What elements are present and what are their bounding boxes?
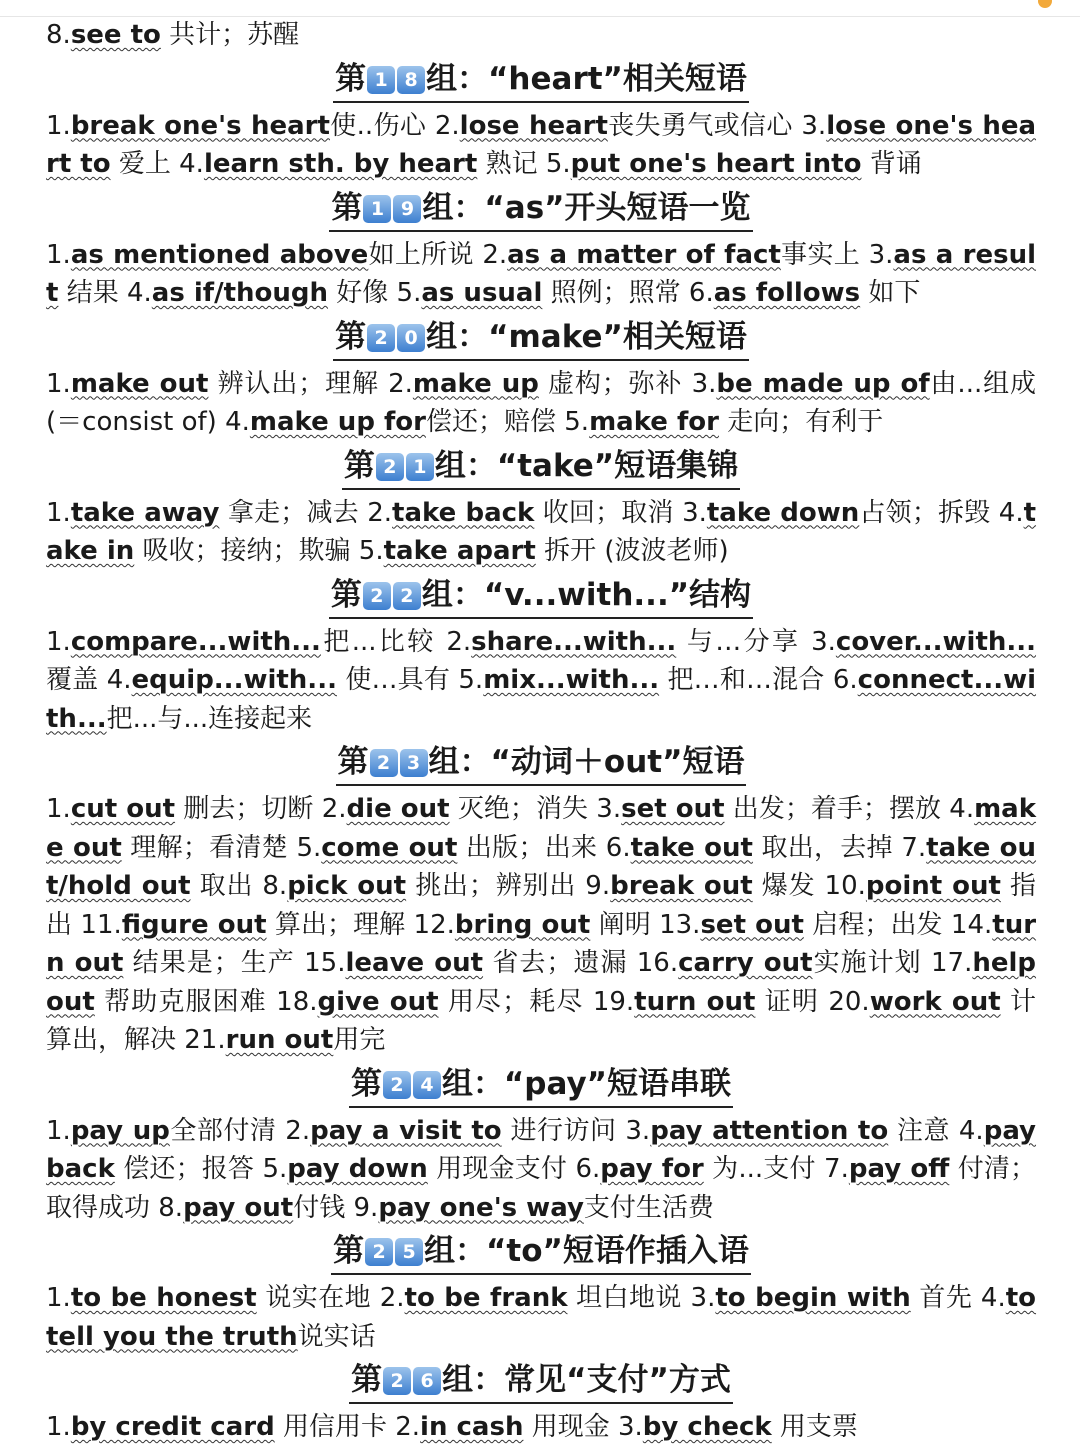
meaning: 进行访问 <box>501 1115 626 1146</box>
item-number: 1. <box>46 626 71 657</box>
item-number: 8. <box>46 20 71 50</box>
item-number: 1. <box>46 497 71 528</box>
phrase: put one's heart into <box>570 149 862 179</box>
item-number: 10. <box>824 871 866 901</box>
meaning: 拿走；减去 <box>219 497 368 528</box>
phrase-group <box>46 1062 1036 1228</box>
phrase: cut out <box>70 794 176 824</box>
meaning: 好像 <box>328 278 397 308</box>
phrase: pay attention to <box>650 1115 889 1146</box>
item-number: 6. <box>832 665 858 695</box>
item-number: 4. <box>106 665 132 695</box>
phrase: turn out <box>46 909 1037 978</box>
phrase-groups <box>46 57 1036 1447</box>
meaning: 收回；取消 <box>534 497 683 528</box>
meaning: 算出；理解 <box>266 909 414 940</box>
number-keycap-icon: 2 <box>383 1071 411 1099</box>
phrase: as mentioned above <box>70 239 369 270</box>
phrase: to begin with <box>715 1283 911 1313</box>
meaning: 结果是；生产 <box>123 948 305 978</box>
phrase: leave out <box>345 948 484 978</box>
phrase: break one's heart <box>70 110 330 141</box>
phrase: to tell you the truth <box>46 1283 1037 1352</box>
meaning: 全部付清 <box>169 1115 286 1146</box>
meaning: 使..伤心 <box>329 110 435 141</box>
meaning: 结果 <box>58 278 127 308</box>
item-number: 2. <box>321 794 347 824</box>
item-number: 3. <box>682 497 707 528</box>
heading-prefix: 第 <box>330 576 362 613</box>
meaning: 出发；着手；摆放 <box>724 794 950 824</box>
item-number: 5. <box>396 278 422 308</box>
phrase: pay for <box>600 1154 704 1184</box>
phrase: pay one's way <box>378 1192 584 1223</box>
top-toolbar-strip <box>0 0 1080 17</box>
item-number: 20. <box>828 986 870 1017</box>
notification-dot-icon <box>1038 0 1052 8</box>
phrase: set out <box>700 909 804 940</box>
phrase: pay down <box>287 1154 428 1184</box>
item-number: 4. <box>225 407 250 437</box>
item-number: 5. <box>296 832 322 863</box>
meaning: 把...比较 <box>320 626 447 657</box>
group-heading <box>336 740 747 786</box>
meaning: 覆盖 <box>46 665 107 695</box>
item-number: 2. <box>285 1115 311 1146</box>
phrase: make out <box>46 794 1037 863</box>
heading-title: 组：“as”开头短语一览 <box>422 189 751 226</box>
number-keycap-icon: 2 <box>367 324 395 352</box>
phrase: to be frank <box>404 1283 568 1313</box>
item-number: 3. <box>801 110 827 141</box>
meaning: 省去；遗漏 <box>483 948 637 978</box>
group-heading-wrap <box>46 444 1036 494</box>
item-number: 6. <box>605 832 631 863</box>
number-keycap-icon: 1 <box>363 195 391 223</box>
item-number: 4. <box>949 794 975 824</box>
number-keycap-icon: 4 <box>413 1071 441 1099</box>
item-number: 7. <box>824 1154 849 1184</box>
item-number: 13. <box>659 909 701 940</box>
meaning: 偿还；报答 <box>114 1154 263 1184</box>
phrase: turn out <box>634 986 756 1017</box>
number-keycap-icon: 6 <box>413 1367 441 1395</box>
phrase-list <box>46 494 1036 571</box>
meaning: 付清；取得成功 <box>46 1154 1037 1223</box>
meaning: 如下 <box>860 278 921 308</box>
meaning: 辨认出；理解 <box>208 368 389 399</box>
item-number: 16. <box>636 948 679 978</box>
item-number: 3. <box>868 239 894 270</box>
heading-title: 组：“to”短语作插入语 <box>424 1233 749 1269</box>
phrase: as a result <box>46 239 1037 308</box>
phrase: by check <box>642 1412 772 1442</box>
meaning: 删去；切断 <box>175 794 322 824</box>
phrase: make up for <box>249 407 426 437</box>
item-number: 21. <box>184 1025 226 1055</box>
group-heading-wrap <box>46 1062 1036 1112</box>
phrase-group <box>46 573 1036 739</box>
group-heading-wrap <box>46 315 1036 365</box>
item-number: 4. <box>958 1115 984 1146</box>
phrase-list <box>46 107 1036 184</box>
item-number: 5. <box>358 536 384 566</box>
item-number: 3. <box>690 1283 716 1313</box>
item-number: 3. <box>596 794 622 824</box>
meaning: 灭绝；消失 <box>449 794 597 824</box>
phrase-list <box>46 236 1036 313</box>
meaning: 说实在地 <box>256 1283 380 1313</box>
item-number: 11. <box>80 909 122 940</box>
heading-title: 组：“take”短语集锦 <box>434 447 739 484</box>
heading-title: 组：常见“支付”方式 <box>442 1362 731 1398</box>
group-heading-wrap <box>46 740 1036 790</box>
heading-title: 组：“pay”短语串联 <box>441 1065 732 1102</box>
group-heading <box>329 186 752 232</box>
item-number: 4. <box>179 149 204 179</box>
item-number: 2. <box>482 239 508 270</box>
phrase: to be honest <box>70 1283 257 1313</box>
item-number: 14. <box>950 909 993 940</box>
phrase: cover...with... <box>835 626 1037 657</box>
item-number: 2. <box>395 1412 421 1442</box>
phrase: come out <box>321 832 458 863</box>
group-heading-wrap <box>46 1229 1036 1279</box>
phrase: point out <box>865 871 1001 901</box>
meaning: 背诵 <box>861 149 922 179</box>
number-keycap-icon: 9 <box>393 195 421 223</box>
item-number: 3. <box>811 626 836 657</box>
item-number: 4. <box>998 497 1024 528</box>
meaning: 阐明 <box>590 909 660 940</box>
phrase: in cash <box>420 1412 524 1442</box>
item-number: 2. <box>446 626 472 657</box>
phrase-group <box>46 186 1036 313</box>
meaning: 首先 <box>910 1283 981 1313</box>
item-number: 5. <box>545 149 571 179</box>
continued-line <box>46 16 1036 55</box>
phrase-group <box>46 740 1036 1060</box>
heading-title: 组：“heart”相关短语 <box>426 60 747 97</box>
item-number: 5. <box>262 1154 288 1184</box>
meaning: 事实上 <box>780 239 869 270</box>
item-number: 18. <box>276 986 318 1017</box>
phrase: pay out <box>183 1192 294 1223</box>
group-heading <box>333 315 749 361</box>
phrase: lose one's heart to <box>46 110 1037 179</box>
phrase: take away <box>70 497 220 528</box>
phrase: help out <box>46 948 1037 1017</box>
phrase: work out <box>869 986 1001 1017</box>
meaning: 出版；出来 <box>457 832 606 863</box>
meaning: 用现金 <box>523 1412 618 1442</box>
heading-prefix: 第 <box>337 744 369 780</box>
heading-prefix: 第 <box>351 1362 383 1398</box>
meaning: 共计；苏醒 <box>160 20 300 50</box>
item-number: 7. <box>901 832 927 863</box>
phrase: figure out <box>121 909 267 940</box>
item-number: 17. <box>930 948 973 978</box>
group-heading-wrap <box>46 186 1036 236</box>
meaning: 用信用卡 <box>274 1412 396 1442</box>
phrase: give out <box>317 986 439 1017</box>
item-number: 5. <box>564 407 590 437</box>
meaning: 用完 <box>333 1025 386 1055</box>
phrase: die out <box>346 794 450 824</box>
phrase-group <box>46 1229 1036 1356</box>
meaning: 与…分享 <box>676 626 812 657</box>
phrase-list <box>46 1279 1036 1356</box>
phrase: make out <box>70 368 209 399</box>
item-number: 2. <box>388 368 413 399</box>
group-heading <box>329 573 753 619</box>
item-number: 1. <box>46 1115 71 1146</box>
meaning: 占领；拆毁 <box>859 497 999 528</box>
meaning: 启程；出发 <box>803 909 951 940</box>
item-number: 8. <box>158 1192 184 1223</box>
item-number: 1. <box>46 110 71 141</box>
meaning: 用尽；耗尽 <box>438 986 593 1017</box>
number-keycap-icon: 2 <box>370 749 398 777</box>
phrase-group <box>46 57 1036 184</box>
group-heading <box>349 1062 733 1108</box>
meaning: 计算出，解决 <box>46 986 1037 1055</box>
phrase: share...with... <box>471 626 677 657</box>
meaning: 如上所说 <box>368 239 483 270</box>
meaning: 熟记 <box>477 149 546 179</box>
phrase-list <box>46 365 1036 442</box>
group-heading <box>333 57 749 103</box>
heading-title: 组：“make”相关短语 <box>426 318 747 355</box>
group-heading-wrap <box>46 573 1036 623</box>
phrase: take out/hold out <box>46 832 1037 901</box>
meaning: 用支票 <box>771 1412 858 1442</box>
heading-prefix: 第 <box>335 60 367 97</box>
heading-prefix: 第 <box>333 1233 365 1269</box>
number-keycap-icon: 8 <box>397 66 425 94</box>
phrase-group <box>46 1358 1036 1447</box>
item-number: 12. <box>413 909 455 940</box>
item-number: 1. <box>46 368 71 399</box>
heading-prefix: 第 <box>335 318 367 355</box>
item-number: 1. <box>46 1283 71 1313</box>
heading-title: 组：“动词＋out”短语 <box>428 744 745 780</box>
phrase: pay up <box>70 1115 170 1146</box>
item-number: 4. <box>126 278 152 308</box>
meaning: 吸收；接纳；欺骗 <box>134 536 359 566</box>
number-keycap-icon: 2 <box>365 1238 393 1266</box>
heading-prefix: 第 <box>350 1065 382 1102</box>
phrase: pay back <box>46 1115 1037 1184</box>
item-number: 3. <box>625 1115 651 1146</box>
meaning: 实施计划 <box>812 948 931 978</box>
item-number: 19. <box>592 986 635 1017</box>
phrase: take down <box>706 497 860 528</box>
number-keycap-icon: 2 <box>383 1367 411 1395</box>
phrase: take apart <box>383 536 536 566</box>
meaning: 拆开 (波波老师) <box>535 536 729 566</box>
meaning: 爱上 <box>110 149 180 179</box>
meaning: 把...与...连接起来 <box>106 703 313 734</box>
phrase: set out <box>621 794 725 824</box>
phrase: as if/though <box>151 278 329 308</box>
meaning: 由...组成(＝consist of) <box>46 368 1037 437</box>
phrase: run out <box>225 1025 334 1055</box>
meaning: 指出 <box>46 871 1037 940</box>
item-number: 6. <box>575 1154 601 1184</box>
item-number: 1. <box>46 239 71 270</box>
phrase: be made up of <box>716 368 930 399</box>
meaning: 帮助克服困难 <box>94 986 277 1017</box>
meaning: 偿还；赔偿 <box>425 407 565 437</box>
number-keycap-icon: 5 <box>395 1238 423 1266</box>
meaning: 注意 <box>888 1115 959 1146</box>
meaning: 取出 <box>190 871 263 901</box>
phrase: as follows <box>713 278 861 308</box>
item-number: 2. <box>367 497 393 528</box>
phrase: lose heart <box>459 110 608 141</box>
phrase: pay off <box>848 1154 950 1184</box>
phrase: by credit card <box>70 1412 275 1442</box>
number-keycap-icon: 1 <box>406 453 434 481</box>
item-number: 2. <box>434 110 460 141</box>
group-heading <box>331 1229 751 1275</box>
meaning: 虚构；弥补 <box>538 368 692 399</box>
group-heading <box>342 444 740 490</box>
meaning: 证明 <box>755 986 829 1017</box>
meaning: 支付生活费 <box>583 1192 714 1223</box>
meaning: 使…具有 <box>336 665 459 695</box>
item-number: 1. <box>46 1412 71 1442</box>
phrase: make for <box>589 407 719 437</box>
phrase: mix...with... <box>483 665 660 695</box>
phrase: see to <box>70 20 161 50</box>
heading-prefix: 第 <box>331 189 363 226</box>
meaning: 把…和…混合 <box>659 665 833 695</box>
item-number: 4. <box>980 1283 1006 1313</box>
meaning: 取出，去掉 <box>752 832 902 863</box>
meaning: 丧失勇气或信心 <box>607 110 802 141</box>
phrase-list <box>46 1112 1036 1228</box>
phrase: carry out <box>678 948 813 978</box>
number-keycap-icon: 1 <box>367 66 395 94</box>
item-number: 8. <box>262 871 288 901</box>
item-number: 15. <box>304 948 346 978</box>
meaning: 付钱 <box>293 1192 354 1223</box>
item-number: 9. <box>585 871 611 901</box>
phrase: bring out <box>454 909 591 940</box>
number-keycap-icon: 2 <box>393 582 421 610</box>
meaning: 坦白地说 <box>567 1283 691 1313</box>
phrase: as usual <box>421 278 543 308</box>
number-keycap-icon: 2 <box>376 453 404 481</box>
meaning: 理解；看清楚 <box>121 832 297 863</box>
phrase: take out <box>630 832 753 863</box>
meaning: 为...支付 <box>703 1154 825 1184</box>
meaning: 照例；照常 <box>542 278 689 308</box>
phrase: take back <box>392 497 535 528</box>
heading-title: 组：“v...with...”结构 <box>421 576 752 613</box>
item-number: 5. <box>458 665 484 695</box>
phrase-group <box>46 444 1036 571</box>
phrase-list <box>46 623 1036 739</box>
phrase: pick out <box>287 871 407 901</box>
meaning: 爆发 <box>752 871 825 901</box>
number-keycap-icon: 2 <box>363 582 391 610</box>
phrase: pay a visit to <box>310 1115 502 1146</box>
phrase: compare...with... <box>70 626 321 657</box>
phrase: as a matter of fact <box>507 239 781 270</box>
phrase-list <box>46 790 1036 1060</box>
phrase: make up <box>412 368 539 399</box>
phrase: learn sth. by heart <box>203 149 478 179</box>
phrase: equip...with... <box>131 665 337 695</box>
phrase: break out <box>610 871 753 901</box>
item-number: 2. <box>379 1283 405 1313</box>
item-number: 3. <box>691 368 717 399</box>
heading-prefix: 第 <box>343 447 375 484</box>
meaning: 说实话 <box>297 1321 376 1352</box>
meaning: 挑出；辨别出 <box>406 871 586 901</box>
group-heading-wrap <box>46 1358 1036 1408</box>
phrase: take in <box>46 497 1037 566</box>
item-number: 6. <box>688 278 714 308</box>
group-heading <box>349 1358 733 1404</box>
phrase-group <box>46 315 1036 442</box>
item-number: 1. <box>46 794 71 824</box>
group-heading-wrap <box>46 57 1036 107</box>
number-keycap-icon: 0 <box>397 324 425 352</box>
meaning: 走向；有利于 <box>718 407 884 437</box>
number-keycap-icon: 3 <box>400 749 428 777</box>
phrase: connect...with... <box>46 665 1037 734</box>
item-number: 3. <box>617 1412 643 1442</box>
meaning: 用现金支付 <box>427 1154 576 1184</box>
document-body <box>46 16 1036 1447</box>
item-number: 9. <box>353 1192 379 1223</box>
